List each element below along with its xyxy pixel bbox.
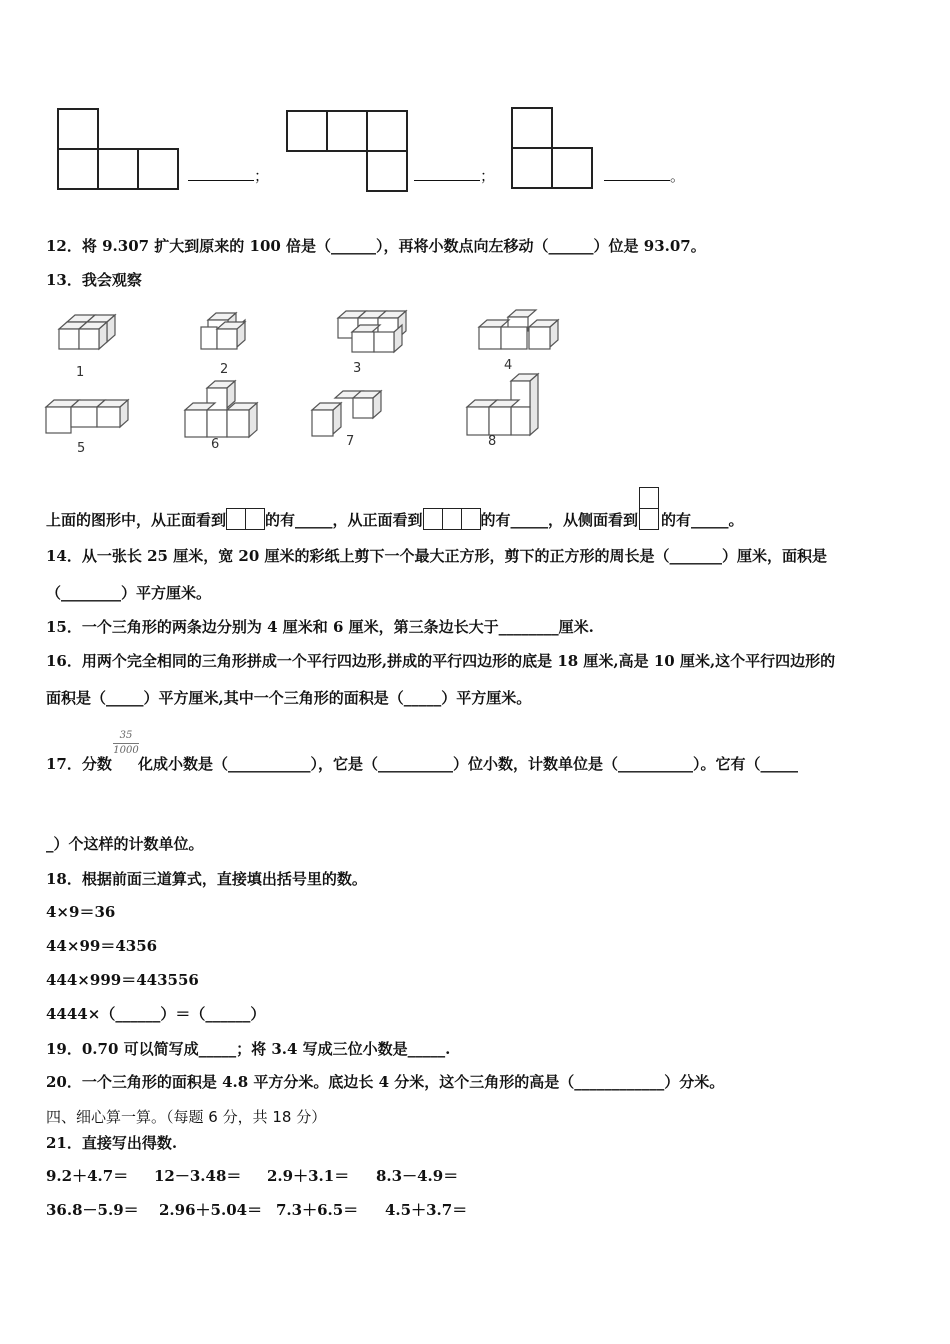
- q18-title: 18．根据前面三道算式，直接填出括号里的数。: [46, 870, 367, 888]
- cube-caption-7: 7: [346, 434, 355, 449]
- q21-r2-c1: 36.8－5.9＝: [46, 1201, 139, 1219]
- cube-caption-2: 2: [220, 362, 229, 377]
- cube-figure-6: [185, 381, 257, 437]
- q11-end: 。: [670, 167, 686, 185]
- q13-cube-figures: [40, 300, 580, 460]
- q13-part-4: 的有_____。: [661, 511, 744, 529]
- cube-figure-1: [59, 315, 115, 349]
- q13-part-1: 上面的图形中，从正面看到: [46, 511, 227, 529]
- cube-figure-8: [467, 374, 538, 435]
- view-two-squares: [227, 508, 265, 535]
- cube-caption-8: 8: [488, 434, 497, 449]
- fraction-numerator: 35: [119, 730, 133, 741]
- q17-line-1: 化成小数是（___________），它是（__________）位小数，计数单位是（__________）。它有（_____: [138, 755, 799, 773]
- q19-text: 19．0.70 可以简写成_____；将 3.4 写成三位小数是_____.: [46, 1040, 451, 1058]
- cube-figure-2: [201, 313, 245, 349]
- q14-line-1: 14．从一张长 25 厘米，宽 20 厘米的彩纸上剪下一个最大正方形，剪下的正方形的周长是（_______）厘米，面积是: [46, 547, 828, 565]
- q16-line-1: 16．用两个完全相同的三角形拼成一个平行四边形,拼成的平行四边形的底是 18 厘米,高是 10 厘米,这个平行四边形的: [46, 652, 836, 670]
- q13-part-2: 的有_____，从正面看到: [265, 511, 423, 529]
- q16-line-2: 面积是（_____）平方厘米,其中一个三角形的面积是（_____）平方厘米。: [46, 689, 532, 707]
- q21-r1-c3: 2.9＋3.1＝: [267, 1167, 350, 1185]
- fraction-denominator: 1000: [113, 745, 139, 756]
- fraction-35-1000: [111, 730, 141, 757]
- q13-title: 13．我会观察: [46, 271, 142, 289]
- cube-figure-4: [479, 310, 558, 349]
- cube-caption-4: 4: [504, 358, 513, 373]
- q21-r1-c1: 9.2＋4.7＝: [46, 1167, 129, 1185]
- q13-part-3: 的有_____，从侧面看到: [480, 511, 639, 529]
- q21-r1-c2: 12－3.48＝: [154, 1167, 242, 1185]
- q21-title: 21．直接写出得数.: [46, 1134, 178, 1152]
- q18-eq-2: 44×99＝4356: [46, 937, 158, 955]
- q12-text: 12．将 9.307 扩大到原来的 100 倍是（______），再将小数点向左移动（______）位是 93.07。: [46, 237, 706, 255]
- cube-caption-1: 1: [76, 365, 85, 380]
- q11-answer-1[interactable]: [188, 165, 269, 186]
- cube-caption-3: 3: [353, 361, 362, 376]
- section-4-title: 四、细心算一算。（每题 6 分，共 18 分）: [46, 1108, 327, 1126]
- q11-sep-2: ；: [480, 167, 496, 185]
- q11-answer-2[interactable]: [414, 165, 495, 186]
- view-three-squares: [424, 508, 481, 535]
- q15-text: 15．一个三角形的两条边分别为 4 厘米和 6 厘米，第三条边长大于________厘米.: [46, 618, 594, 636]
- cube-figure-7: [312, 391, 381, 436]
- q11-answer-3[interactable]: [604, 165, 685, 186]
- cube-figure-5: [46, 400, 128, 433]
- view-vertical-squares: [639, 499, 661, 543]
- cube-caption-5: 5: [77, 441, 86, 456]
- q21-r2-c3: 7.3＋6.5＝: [276, 1201, 359, 1219]
- q21-r2-c2: 2.96＋5.04＝: [159, 1201, 263, 1219]
- q21-r2-c4: 4.5＋3.7＝: [385, 1201, 468, 1219]
- q17-prefix: 17．分数: [46, 755, 112, 773]
- q18-eq-3: 444×999＝443556: [46, 971, 199, 989]
- q18-eq-1: 4×9＝36: [46, 903, 116, 921]
- cube-figure-3: [338, 311, 406, 352]
- cube-caption-6: 6: [211, 437, 220, 452]
- q21-r1-c4: 8.3－4.9＝: [376, 1167, 459, 1185]
- q20-text: 20．一个三角形的面积是 4.8 平方分米。底边长 4 分米，这个三角形的高是（____________）分米。: [46, 1073, 725, 1091]
- q13-question: [46, 499, 744, 543]
- q14-line-2: （________）平方厘米。: [46, 584, 212, 602]
- q17-line-2: _）个这样的计数单位。: [46, 835, 204, 853]
- q11-sep-1: ；: [254, 167, 270, 185]
- q18-eq-4: 4444×（______）＝（______）: [46, 1005, 266, 1023]
